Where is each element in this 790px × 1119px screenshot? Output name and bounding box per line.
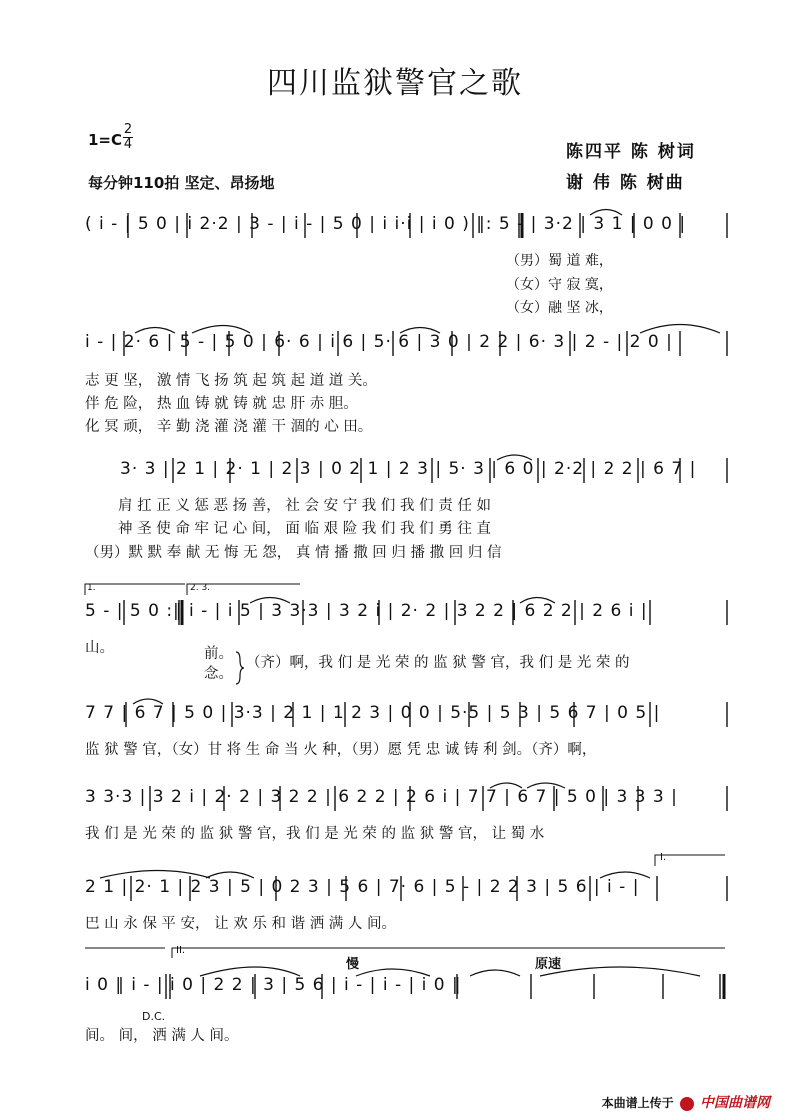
volta-brackets [85,584,725,958]
tempo-slow-marking: 慢 [346,957,360,972]
lyric-line-3-verse-2: 神 圣 使 命 牢 记 心 间， 面 临 艰 险 我 们 我 们 勇 往 直 [118,521,491,537]
score-line-1: ( i - | 5 0 | i 2·2 | 3 - | i - | 5 0 | i i·i | i 0 ) ‖: 5 - | 3·2 | 3 1 | 0 0 | [85,214,687,234]
lyric-line-6: 我 们 是 光 荣 的 监 狱 警 官，我 们 是 光 荣 的 监 狱 警 官， 让 蜀 水 [85,826,545,842]
lyric-line-1-verse-1: （男）蜀 道 难， [506,253,613,269]
lyric-line-4-nian: 念。 [204,666,233,682]
lyric-line-1-verse-3: （女）融 坚 冰， [506,300,613,316]
time-sig-bottom: 4 [123,137,133,152]
tempo-original-marking: 原速 [535,957,562,972]
footer-watermark [602,1092,770,1112]
score-line-4: 5 - | 5 0 :‖ i - | i 5 | 3 3·3 | 3 2 i | 2· 2 | 3 2 2 | 6 2 2 | 2 6 i | [85,601,648,621]
score-line-2: i - | 2· 6 | 5 - | 5 0 | 6· 6 | i 6 | 5· 6 | 3 0 | 2 2 | 6· 3 | 2 - | 2 0 | [85,332,673,352]
volta-1-label: 1. [87,583,96,593]
footer-brand: 中国曲谱网 [700,1095,770,1111]
score-line-7: 2 1 | 2· 1 | 2 3 | 5 | 0 2 3 | 5 6 | 7· 6 | 5 - | 2 2 3 | 5 6 | i - | [85,877,640,897]
volta-23-label: 2. 3. [190,583,211,593]
composer-credit: 谢 伟 陈 树曲 [566,173,685,193]
lyric-line-4-chorus: （齐）啊，我 们 是 光 荣 的 监 狱 警 官，我 们 是 光 荣 的 [246,655,630,671]
song-title: 四川监狱警官之歌 [267,66,523,101]
volta-I-label: I. [660,852,667,863]
verse-brace [236,652,244,684]
lyric-line-8: 间。 间， 洒 满 人 间。 [85,1028,239,1044]
lyric-line-5: 监 狱 警 官，（女）甘 将 生 命 当 火 种，（男）愿 凭 忠 诚 铸 利 剑。（齐）啊， [85,742,597,758]
lyric-line-7: 巴 山 永 保 平 安， 让 欢 乐 和 谐 洒 满 人 间。 [85,916,397,932]
score-line-8: i 0 ‖ i - | i 0 | 2 2 | 3 | 5 6 | i - | i - | i 0 ‖ [85,975,462,995]
lyric-line-1-verse-2: （女）守 寂 寞， [506,277,613,293]
lyric-line-3-verse-3: （男）默 默 奉 献 无 悔 无 怨， 真 情 播 撒 回 归 播 撒 回 归 信 [85,545,502,561]
lyric-line-4-end: 山。 [85,640,114,656]
lyric-line-2-verse-3: 化 冥 顽， 辛 勤 浇 灌 浇 灌 干 涸的 心 田。 [85,419,373,435]
time-sig-top: 2 [123,122,133,137]
volta-II-label: II. [176,945,186,956]
key-signature: 1=C [88,131,123,149]
lyricist-credit: 陈四平 陈 树词 [566,142,696,162]
score-line-6: 3 3·3 | 3 2 i | 2· 2 | 3 2 2 | 6 2 2 | 2 6 i | 7 7 | 6 7 | 5 0 | 3 3 3 | [85,787,678,807]
lyric-line-2-verse-1: 志 更 坚， 激 情 飞 扬 筑 起 筑 起 道 道 关。 [85,373,377,389]
footer-text: 本曲谱上传于 [601,1096,674,1110]
score-line-5: 7 7 | 6 7 | 5 0 | 3·3 | 2 1 | 1 2 3 | 0 0 | 5·5 | 5 3 | 5 6 7 | 0 5 | [85,703,661,723]
score-line-3: 3· 3 | 2 1 | 2· 1 | 2 3 | 0 2 1 | 2 3 | 5· 3 | 6 0 | 2·2 | 2 2 | 6 7 | [120,459,697,479]
tempo-marking: 每分钟110拍 坚定、昂扬地 [88,174,275,192]
lyric-line-2-verse-2: 伴 危 险， 热 血 铸 就 铸 就 忠 肝 赤 胆。 [85,396,358,412]
lyric-line-4-qian: 前。 [204,646,233,662]
lyric-line-3-verse-1: 肩 扛 正 义 惩 恶 扬 善， 社 会 安 宁 我 们 我 们 责 任 如 [118,498,491,514]
dc-marking: D.C. [142,1010,166,1023]
brand-logo-icon [680,1097,694,1111]
